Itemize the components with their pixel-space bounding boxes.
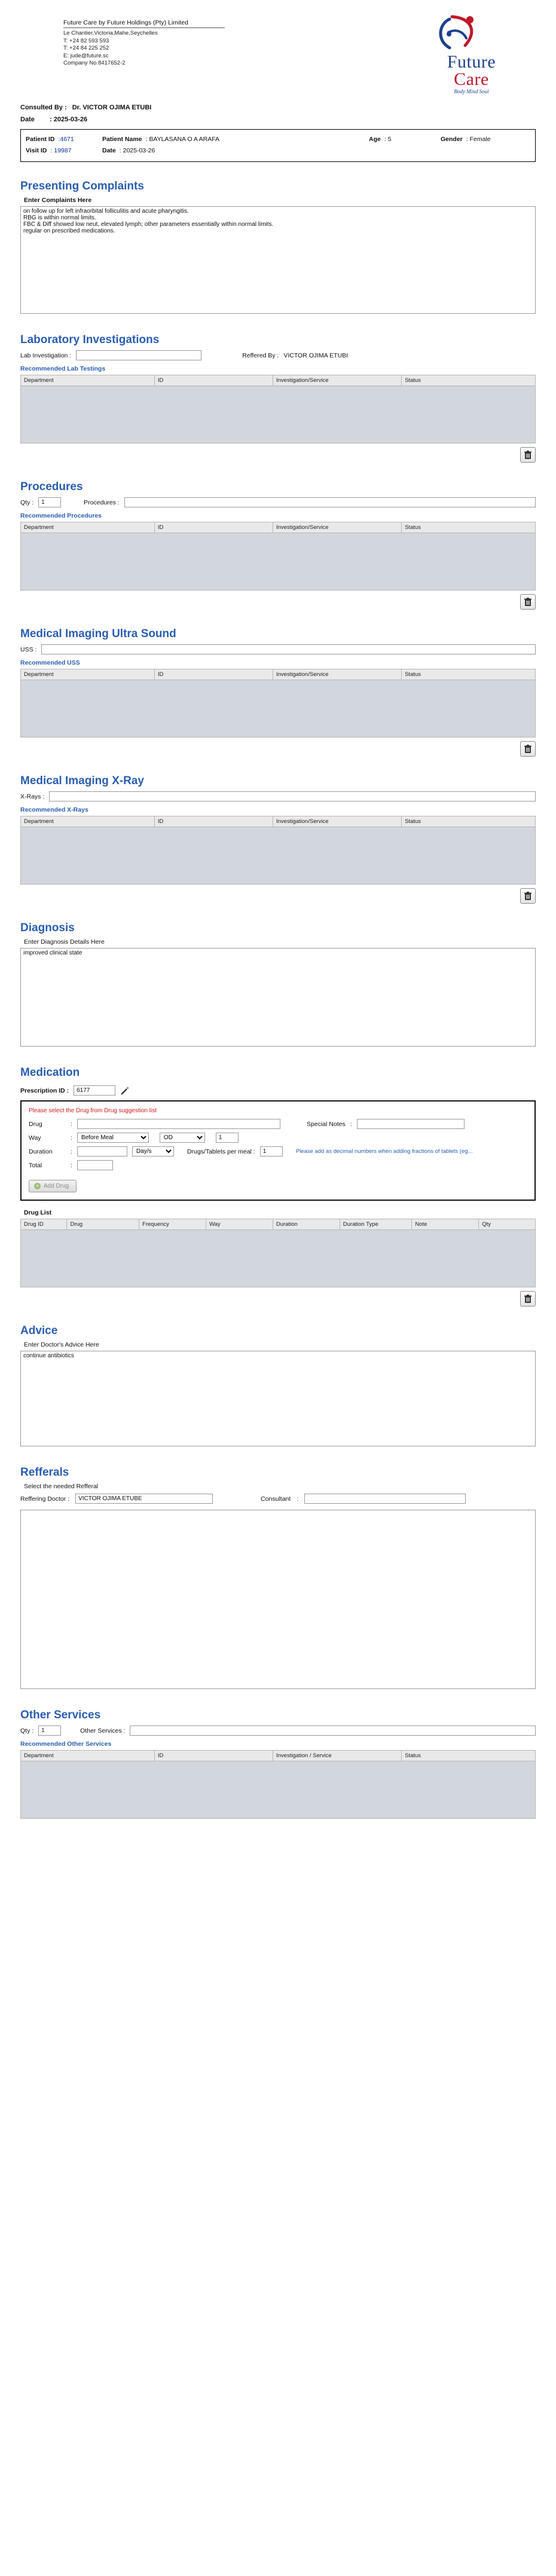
table-header-row <box>21 1751 536 1761</box>
frequency-select[interactable] <box>160 1133 205 1143</box>
referring-doctor-label: Reffering Doctor : <box>20 1495 70 1503</box>
svc-col-service: Investigation / Service <box>273 1751 401 1761</box>
way-label: Way <box>29 1134 41 1142</box>
diagnosis-textarea[interactable] <box>20 948 536 1047</box>
section-title-other-services: Other Services <box>20 1709 101 1722</box>
patient-name-value: : BAYLASANA O A ARAFA <box>145 135 220 143</box>
frequency-count-input[interactable] <box>216 1133 239 1143</box>
other-services-qty-input[interactable] <box>38 1726 61 1736</box>
referrals-sublabel: Select the needed Refferal <box>24 1483 99 1491</box>
lab-referred-by-label: Reffered By : <box>242 351 279 359</box>
clinic-name: Future Care by Future Holdings (Pty) Limited <box>63 19 225 28</box>
recommended-lab-testings-link[interactable]: Recommended Lab Testings <box>20 365 106 373</box>
uss-row <box>20 644 536 654</box>
visit-date-field <box>102 145 530 157</box>
other-services-label: Other Services : <box>80 1727 126 1734</box>
patient-gender-value: : Female <box>466 135 491 143</box>
procedures-body <box>20 533 536 591</box>
special-notes-sep: : <box>350 1120 352 1128</box>
logo-care-text: Care <box>454 69 489 89</box>
proc-col-service: Investigation/Service <box>273 522 401 533</box>
table-header-row <box>21 816 536 827</box>
address-line-5: Company No.8417652-2 <box>63 60 126 67</box>
recommended-other-services-link[interactable]: Recommended Other Services <box>20 1740 112 1748</box>
referral-notes-textarea[interactable] <box>20 1510 536 1689</box>
uss-col-department: Department <box>21 669 155 680</box>
special-notes-input[interactable] <box>357 1119 465 1129</box>
trash-icon <box>524 892 532 901</box>
logo-tagline: Body Mind Soul <box>454 88 489 94</box>
plus-icon: + <box>34 1183 41 1189</box>
table-header-row <box>21 522 536 533</box>
edit-prescription-icon[interactable] <box>120 1086 130 1096</box>
logo-swoosh-icon <box>415 14 528 54</box>
clinic-address <box>63 30 225 68</box>
add-drug-button[interactable] <box>29 1180 77 1192</box>
consulted-by-label: Consulted By : <box>20 103 67 111</box>
delete-drug-row-button[interactable] <box>520 1291 536 1307</box>
per-meal-label: Drugs/Tablets per meal : <box>187 1148 255 1155</box>
complaints-sublabel: Enter Complaints Here <box>24 197 92 204</box>
total-input[interactable] <box>77 1160 113 1170</box>
procedures-table <box>20 522 536 533</box>
logo-future-text: Future <box>447 52 496 72</box>
logo-wordmark <box>447 54 496 94</box>
consultant-input[interactable] <box>304 1494 466 1504</box>
lab-investigation-label: Lab Investigation : <box>20 351 72 359</box>
drug-col-id: Drug ID <box>21 1219 67 1230</box>
address-line-2: T: +24 82 593 593 <box>63 37 109 44</box>
drug-col-frequency: Frequency <box>139 1219 206 1230</box>
table-header-row <box>21 669 536 680</box>
lab-results-table <box>20 375 536 386</box>
trash-icon <box>524 1295 532 1304</box>
proc-col-id: ID <box>154 522 273 533</box>
drug-list-table <box>20 1219 536 1230</box>
diagnosis-sublabel: Enter Diagnosis Details Here <box>24 938 105 946</box>
medication-entry-panel <box>20 1100 536 1201</box>
procedures-actions <box>20 594 536 610</box>
drug-col-duration: Duration <box>273 1219 340 1230</box>
consultant-label: Consultant <box>261 1495 291 1503</box>
advice-sublabel: Enter Doctor's Advice Here <box>24 1341 99 1349</box>
lab-col-service: Investigation/Service <box>273 375 401 386</box>
way-row <box>29 1133 527 1143</box>
drug-col-duration-type: Duration Type <box>340 1219 412 1230</box>
section-title-procedures: Procedures <box>20 481 83 494</box>
logo-icon <box>415 14 528 54</box>
uss-label: USS : <box>20 645 37 653</box>
recommended-xrays-link[interactable]: Recommended X-Rays <box>20 806 88 814</box>
procedures-label: Procedures : <box>84 498 120 506</box>
uss-actions <box>20 741 536 757</box>
xray-col-department: Department <box>21 816 155 827</box>
section-title-complaints: Presenting Complaints <box>20 180 144 193</box>
consulted-by-row <box>20 104 536 111</box>
prescription-id-label: Prescription ID : <box>20 1087 69 1094</box>
way-sep: : <box>71 1134 72 1142</box>
drug-input[interactable] <box>77 1119 280 1129</box>
xray-body <box>20 827 536 885</box>
trash-icon <box>524 598 532 607</box>
total-label: Total <box>29 1161 42 1169</box>
drug-list-label: Drug List <box>24 1209 52 1217</box>
procedures-input[interactable] <box>124 497 536 507</box>
section-title-ultrasound: Medical Imaging Ultra Sound <box>20 628 176 641</box>
patient-info-bar <box>20 129 536 163</box>
patient-age-label: Age <box>369 135 381 143</box>
section-title-lab: Laboratory Investigations <box>20 334 160 347</box>
visit-date-value: : 2025-03-26 <box>119 147 155 155</box>
duration-row <box>29 1146 527 1157</box>
delete-lab-row-button[interactable] <box>520 447 536 463</box>
lab-investigation-input[interactable] <box>76 350 201 360</box>
complaints-textarea[interactable] <box>20 206 536 314</box>
patient-id-field <box>26 134 102 146</box>
xray-row <box>20 791 536 801</box>
procedures-qty-label: Qty : <box>20 498 34 506</box>
procedures-row <box>20 497 536 507</box>
xray-table <box>20 816 536 827</box>
patient-info-row-2 <box>26 145 530 157</box>
visit-id-value: : 19987 <box>50 147 72 155</box>
prescription-id-row <box>20 1085 536 1096</box>
drug-col-note: Note <box>412 1219 479 1230</box>
drug-list-actions <box>20 1291 536 1307</box>
section-title-referrals: Refferals <box>20 1466 69 1479</box>
consult-date-sep: : <box>50 115 52 123</box>
letterhead <box>20 0 536 98</box>
lab-col-id: ID <box>154 375 273 386</box>
duration-unit-select[interactable] <box>132 1146 174 1157</box>
medication-warning: Please select the Drug from Drug suggestion list <box>29 1108 157 1115</box>
special-notes-label: Special Notes <box>306 1120 346 1128</box>
other-services-input[interactable] <box>130 1726 536 1736</box>
trash-icon <box>524 451 532 460</box>
proc-col-status: Status <box>402 522 536 533</box>
logo <box>407 11 536 94</box>
way-select[interactable] <box>77 1133 149 1143</box>
duration-input[interactable] <box>77 1146 127 1157</box>
prescription-id-input[interactable] <box>74 1085 115 1096</box>
total-row <box>29 1160 527 1170</box>
referral-fields-row <box>20 1494 536 1504</box>
xray-col-id: ID <box>154 816 273 827</box>
drug-col-drug: Drug <box>67 1219 139 1230</box>
duration-sep: : <box>71 1148 72 1155</box>
drug-row <box>29 1119 527 1129</box>
address-line-4: E: jude@future.sc <box>63 52 109 59</box>
consult-date-value: 2025-03-26 <box>53 115 88 123</box>
patient-gender-field <box>441 134 530 146</box>
section-title-diagnosis: Diagnosis <box>20 922 75 935</box>
xray-actions <box>20 888 536 904</box>
recommended-procedures-link[interactable]: Recommended Procedures <box>20 512 102 520</box>
svc-col-id: ID <box>154 1751 273 1761</box>
pencil-icon <box>120 1086 130 1096</box>
patient-name-label: Patient Name <box>102 135 142 143</box>
other-services-body <box>20 1761 536 1819</box>
uss-col-status: Status <box>402 669 536 680</box>
consulted-by-value: Dr. VICTOR OJIMA ETUBI <box>72 103 152 111</box>
per-meal-input[interactable] <box>260 1146 283 1157</box>
patient-id-value: :4671 <box>58 135 74 143</box>
delete-xray-row-button[interactable] <box>520 888 536 904</box>
xray-col-status: Status <box>402 816 536 827</box>
section-title-advice: Advice <box>20 1324 58 1338</box>
other-services-table <box>20 1750 536 1761</box>
procedures-qty-input[interactable] <box>38 497 61 507</box>
drug-sep: : <box>71 1120 72 1128</box>
total-sep: : <box>71 1161 72 1169</box>
consultant-sep: : <box>297 1495 299 1503</box>
proc-col-department: Department <box>21 522 155 533</box>
visit-id-field <box>26 145 102 157</box>
recommended-uss-link[interactable]: Recommended USS <box>20 659 80 667</box>
drug-label: Drug <box>29 1120 42 1128</box>
patient-info-row-1 <box>26 134 530 146</box>
xray-col-service: Investigation/Service <box>273 816 401 827</box>
svc-col-status: Status <box>402 1751 536 1761</box>
xray-label: X-Rays : <box>20 793 45 800</box>
lab-col-status: Status <box>402 375 536 386</box>
lab-actions <box>20 447 536 463</box>
uss-table <box>20 669 536 680</box>
trash-icon <box>524 745 532 754</box>
duration-label: Duration <box>29 1148 53 1155</box>
lab-investigation-row <box>20 350 536 360</box>
visit-date-label: Date <box>102 147 116 155</box>
advice-textarea[interactable] <box>20 1351 536 1446</box>
other-services-qty-label: Qty : <box>20 1727 34 1734</box>
address-line-1: Le Chantier,Victoria,Mahe,Seychelles <box>63 30 158 36</box>
address-line-3: T: +24 84 225 252 <box>63 45 109 52</box>
lab-results-body <box>20 386 536 443</box>
delete-procedure-row-button[interactable] <box>520 594 536 610</box>
delete-uss-row-button[interactable] <box>520 741 536 757</box>
table-header-row <box>21 1219 536 1230</box>
uss-col-id: ID <box>154 669 273 680</box>
uss-body <box>20 680 536 738</box>
lab-referred-by-value: VICTOR OJIMA ETUBI <box>283 351 349 359</box>
referring-doctor-input[interactable] <box>75 1494 213 1504</box>
add-drug-label: Add Drug <box>44 1183 69 1190</box>
clinic-details <box>20 11 225 68</box>
lab-col-department: Department <box>21 375 155 386</box>
patient-age-value: : 5 <box>384 135 392 143</box>
decimal-hint: Please add as decimal numbers when adding fractions of tablets (eg... <box>295 1148 473 1155</box>
consult-date-label: Date <box>20 115 35 123</box>
uss-input[interactable] <box>41 644 536 654</box>
patient-age-field <box>369 134 441 146</box>
uss-col-service: Investigation/Service <box>273 669 401 680</box>
svc-col-department: Department <box>21 1751 155 1761</box>
section-title-medication: Medication <box>20 1066 80 1079</box>
drug-col-way: Way <box>206 1219 273 1230</box>
patient-gender-label: Gender <box>441 135 463 143</box>
patient-name-field <box>102 134 369 146</box>
drug-col-qty: Qty <box>479 1219 536 1230</box>
xray-input[interactable] <box>49 791 536 801</box>
drug-list-body <box>20 1230 536 1287</box>
other-services-row <box>20 1726 536 1736</box>
visit-id-label: Visit ID <box>26 147 47 155</box>
table-header-row <box>21 375 536 386</box>
consult-date-row <box>20 116 536 123</box>
section-title-xray: Medical Imaging X-Ray <box>20 775 144 788</box>
patient-id-label: Patient ID <box>26 135 55 143</box>
